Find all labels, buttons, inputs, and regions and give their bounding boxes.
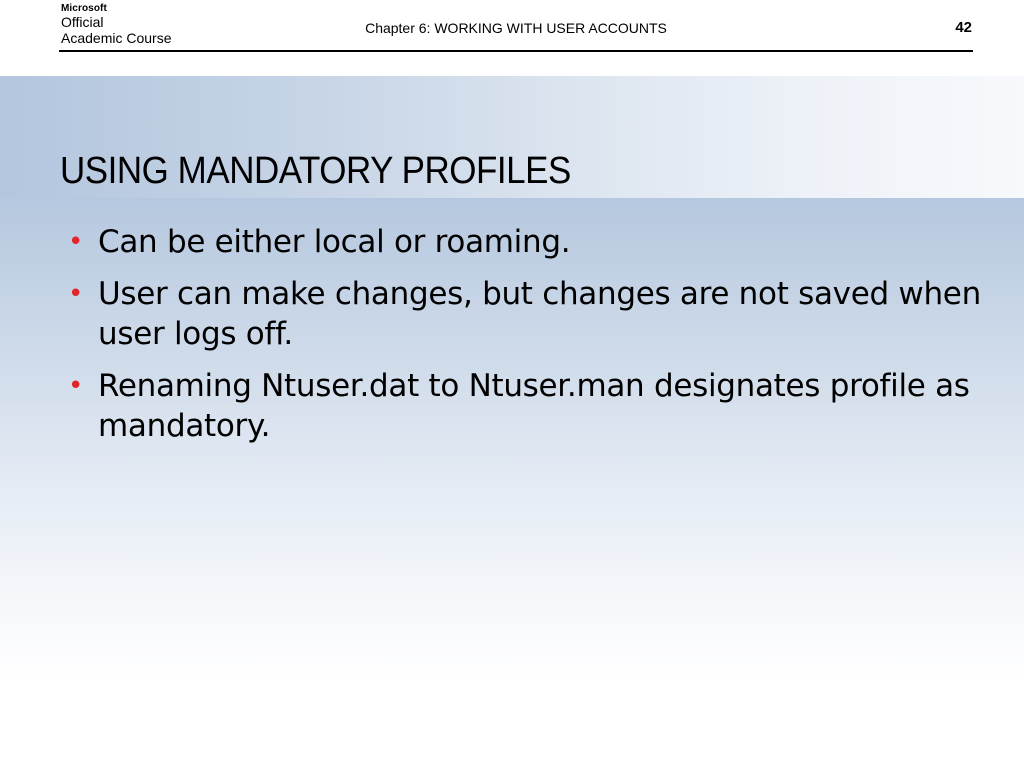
bullet-item bbox=[68, 274, 988, 354]
logo-brand: Microsoft bbox=[61, 3, 107, 14]
bullet-text: User can make changes, but changes are not saved when user logs off. bbox=[98, 276, 981, 352]
course-logo bbox=[61, 3, 201, 47]
page-number: 42 bbox=[955, 19, 972, 36]
background-spacer bbox=[0, 52, 1024, 76]
logo-line-1: Official bbox=[61, 14, 104, 30]
logo-line-2: Academic Course bbox=[61, 30, 172, 46]
bullet-item bbox=[68, 366, 988, 446]
slide-title: USING MANDATORY PROFILES bbox=[60, 150, 571, 192]
bullet-list bbox=[68, 222, 988, 458]
slide-header bbox=[0, 0, 1024, 52]
bullet-marker: • bbox=[68, 371, 84, 401]
bullet-text: Can be either local or roaming. bbox=[98, 224, 571, 260]
bullet-item bbox=[68, 222, 988, 262]
bullet-marker: • bbox=[68, 279, 84, 309]
chapter-title: Chapter 6: WORKING WITH USER ACCOUNTS bbox=[365, 20, 667, 36]
bullet-marker: • bbox=[68, 227, 84, 257]
bullet-text: Renaming Ntuser.dat to Ntuser.man designates profile as mandatory. bbox=[98, 368, 970, 444]
